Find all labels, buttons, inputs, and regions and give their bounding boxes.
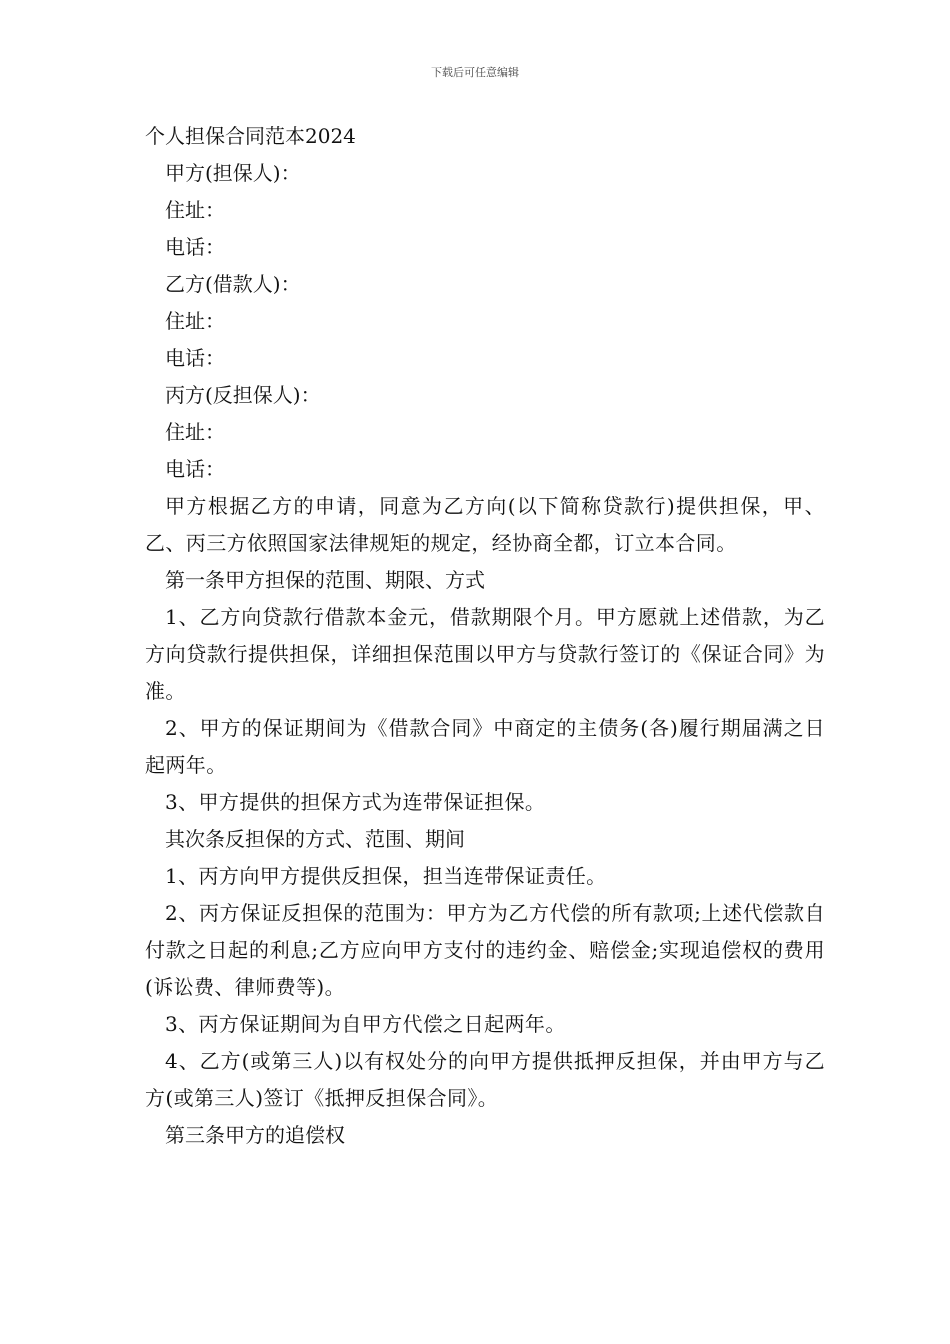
- article-2-item-2: 2、丙方保证反担保的范围为：甲方为乙方代偿的所有款项;上述代偿款自付款之日起的利息;乙方应向甲方支付的违约金、赔偿金;实现追偿权的费用(诉讼费、律师费等)。: [145, 901, 825, 999]
- party-counter-guarantor-address: 住址：: [165, 420, 225, 444]
- party-counter-guarantor-phone: 电话：: [165, 457, 225, 481]
- party-counter-guarantor-label: 丙方(反担保人)：: [165, 383, 321, 407]
- article-2-item-4: 4、乙方(或第三人)以有权处分的向甲方提供抵押反担保，并由甲方与乙方(或第三人)签订《抵押反担保合同》。: [145, 1049, 825, 1110]
- article-1-item-1: 1、乙方向贷款行借款本金元，借款期限个月。甲方愿就上述借款，为乙方向贷款行提供担保，详细担保范围以甲方与贷款行签订的《保证合同》为准。: [145, 605, 825, 703]
- article-1-heading: 第一条甲方担保的范围、期限、方式: [165, 568, 485, 592]
- party-borrower-label: 乙方(借款人)：: [165, 272, 301, 296]
- article-3-heading: 第三条甲方的追偿权: [165, 1123, 345, 1147]
- article-2-item-1: 1、丙方向甲方提供反担保，担当连带保证责任。: [165, 864, 607, 888]
- party-borrower-phone: 电话：: [165, 346, 225, 370]
- party-guarantor-address: 住址：: [165, 198, 225, 222]
- document-body: [145, 121, 825, 1154]
- page-header: 下载后可任意编辑: [431, 66, 519, 79]
- intro-paragraph: 甲方根据乙方的申请，同意为乙方向(以下简称贷款行)提供担保，甲、乙、丙三方依照国家法律规矩的规定，经协商全都，订立本合同。: [145, 494, 825, 555]
- party-guarantor-label: 甲方(担保人)：: [165, 161, 301, 185]
- article-1-item-2: 2、甲方的保证期间为《借款合同》中商定的主债务(各)履行期届满之日起两年。: [145, 716, 825, 777]
- article-2-item-3: 3、丙方保证期间为自甲方代偿之日起两年。: [165, 1012, 566, 1036]
- party-borrower-address: 住址：: [165, 309, 225, 333]
- article-1-item-3: 3、甲方提供的担保方式为连带保证担保。: [165, 790, 546, 814]
- article-2-heading: 其次条反担保的方式、范围、期间: [165, 827, 465, 851]
- document-title: 个人担保合同范本2024: [145, 124, 356, 148]
- party-guarantor-phone: 电话：: [165, 235, 225, 259]
